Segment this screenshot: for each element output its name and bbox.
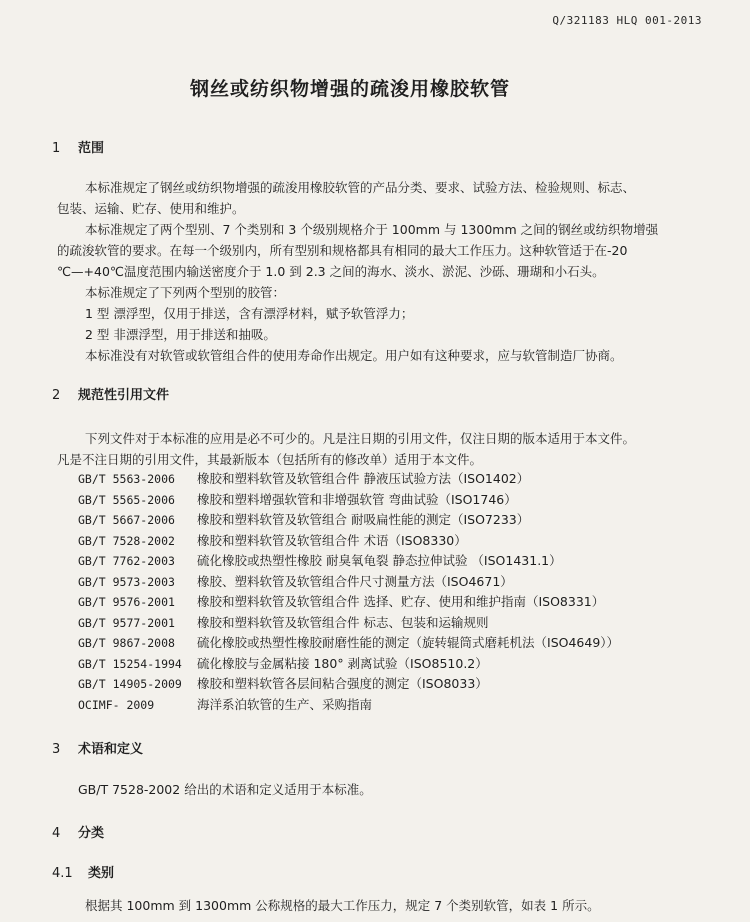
scope-line: 包装、运输、贮存、使用和维护。 <box>57 201 245 216</box>
normative-intro-line: 凡是不注日期的引用文件，其最新版本（包括所有的修改单）适用于本文件。 <box>57 452 483 467</box>
categories-line: 根据其 100mm 到 1300mm 公称规格的最大工作压力，规定 7 个类别软管，如表 1 所示。 <box>85 898 600 913</box>
section-heading-terms <box>52 738 143 757</box>
reference-row <box>78 695 619 716</box>
reference-code: GB/T 7528-2002 <box>78 533 175 548</box>
reference-title: 橡胶和塑料软管及软管组合 耐吸扁性能的测定（ISO7233） <box>197 512 530 527</box>
reference-code: GB/T 5667-2006 <box>78 513 175 527</box>
reference-code: GB/T 5563-2006 <box>78 472 175 486</box>
section-heading-scope <box>52 137 104 156</box>
section-title: 规范性引用文件 <box>78 388 170 403</box>
normative-intro <box>57 428 697 470</box>
reference-code: GB/T 9573-2003 <box>78 574 175 589</box>
scope-line: 本标准没有对软管或软管组合件的使用寿命作出规定。用户如有这种要求，应与软管制造厂协商。 <box>85 348 623 363</box>
reference-title: 橡胶和塑料软管及软管组合件 标志、包装和运输规则 <box>197 614 489 630</box>
scope-paragraph <box>57 177 697 366</box>
subsection-heading-categories <box>52 862 114 881</box>
scope-line: ℃—+40℃温度范围内输送密度介于 1.0 到 2.3 之间的海水、淡水、淤泥、沙砾、珊瑚和小石头。 <box>57 264 605 279</box>
reference-title: 橡胶和塑料增强软管和非增强软管 弯曲试验（ISO1746） <box>197 491 517 507</box>
categories-paragraph <box>57 895 697 916</box>
section-heading-classification <box>52 822 104 841</box>
reference-row <box>78 654 619 675</box>
reference-title: 橡胶和塑料软管及软管组合件 静液压试验方法（ISO1402） <box>197 471 530 486</box>
reference-row <box>78 490 619 511</box>
reference-code: GB/T 7762-2003 <box>78 554 175 568</box>
scope-line: 的疏浚软管的要求。在每一个级别内，所有型别和规格都具有相同的最大工作压力。这种软管适于在-20 <box>57 243 628 258</box>
reference-row <box>78 613 619 634</box>
scope-line: 本标准规定了两个型别、7 个类别和 3 个级别规格介于 100mm 与 1300mm 之间的钢丝或纺织物增强 <box>85 222 659 237</box>
reference-row <box>78 633 619 654</box>
reference-title: 橡胶和塑料软管及软管组合件 选择、贮存、使用和维护指南（ISO8331） <box>197 594 605 609</box>
reference-row <box>78 469 619 490</box>
standard-code: Q/321183 HLQ 001-2013 <box>552 14 702 27</box>
terms-paragraph <box>78 779 718 800</box>
reference-code: GB/T 9576-2001 <box>78 595 175 609</box>
section-heading-normative-references <box>52 384 169 403</box>
reference-row <box>78 551 619 572</box>
reference-title: 海洋系泊软管的生产、采购指南 <box>197 696 373 712</box>
reference-title: 橡胶和塑料软管各层间粘合强度的测定（ISO8033） <box>197 676 488 691</box>
section-number: 3 <box>52 742 61 757</box>
terms-line: GB/T 7528-2002 给出的术语和定义适用于本标准。 <box>78 782 372 797</box>
section-number: 2 <box>52 388 61 403</box>
section-number: 4.1 <box>52 866 73 881</box>
type-2-line: 2 型 非漂浮型，用于排送和抽吸。 <box>85 327 276 342</box>
reference-row <box>78 531 619 552</box>
section-number: 1 <box>52 141 61 156</box>
section-title: 范围 <box>78 141 105 156</box>
normative-intro-line: 下列文件对于本标准的应用是必不可少的。凡是注日期的引用文件，仅注日期的版本适用于本文件。 <box>85 431 636 446</box>
reference-list <box>78 469 619 715</box>
reference-row <box>78 674 619 695</box>
section-number: 4 <box>52 826 61 841</box>
reference-title: 橡胶和塑料软管及软管组合件 术语（ISO8330） <box>197 532 467 548</box>
reference-code: GB/T 15254-1994 <box>78 656 182 671</box>
reference-code: GB/T 5565-2006 <box>78 492 175 507</box>
reference-code: OCIMF- 2009 <box>78 697 155 712</box>
document-title: 钢丝或纺织物增强的疏浚用橡胶软管 <box>189 78 510 100</box>
reference-title: 硫化橡胶与金属粘接 180° 剥离试验（ISO8510.2） <box>197 655 488 671</box>
reference-row <box>78 592 619 613</box>
scope-line: 本标准规定了钢丝或纺织物增强的疏浚用橡胶软管的产品分类、要求、试验方法、检验规则、标志、 <box>85 180 636 195</box>
reference-title: 硫化橡胶或热塑性橡胶耐磨性能的测定（旋转辊筒式磨耗机法（ISO4649）） <box>197 635 620 650</box>
reference-code: GB/T 9577-2001 <box>78 615 175 630</box>
section-title: 类别 <box>88 866 115 881</box>
reference-title: 硫化橡胶或热塑性橡胶 耐臭氧龟裂 静态拉伸试验 （ISO1431.1） <box>197 553 562 568</box>
reference-code: GB/T 9867-2008 <box>78 636 175 650</box>
type-1-line: 1 型 漂浮型，仅用于排送，含有漂浮材料，赋予软管浮力； <box>85 306 414 321</box>
section-title: 分类 <box>78 826 105 841</box>
reference-row <box>78 572 619 593</box>
reference-row <box>78 510 619 531</box>
section-title: 术语和定义 <box>78 742 144 757</box>
reference-code: GB/T 14905-2009 <box>78 677 182 691</box>
scope-line: 本标准规定了下列两个型别的胶管： <box>85 285 286 300</box>
reference-title: 橡胶、塑料软管及软管组合件尺寸测量方法（ISO4671） <box>197 573 513 589</box>
